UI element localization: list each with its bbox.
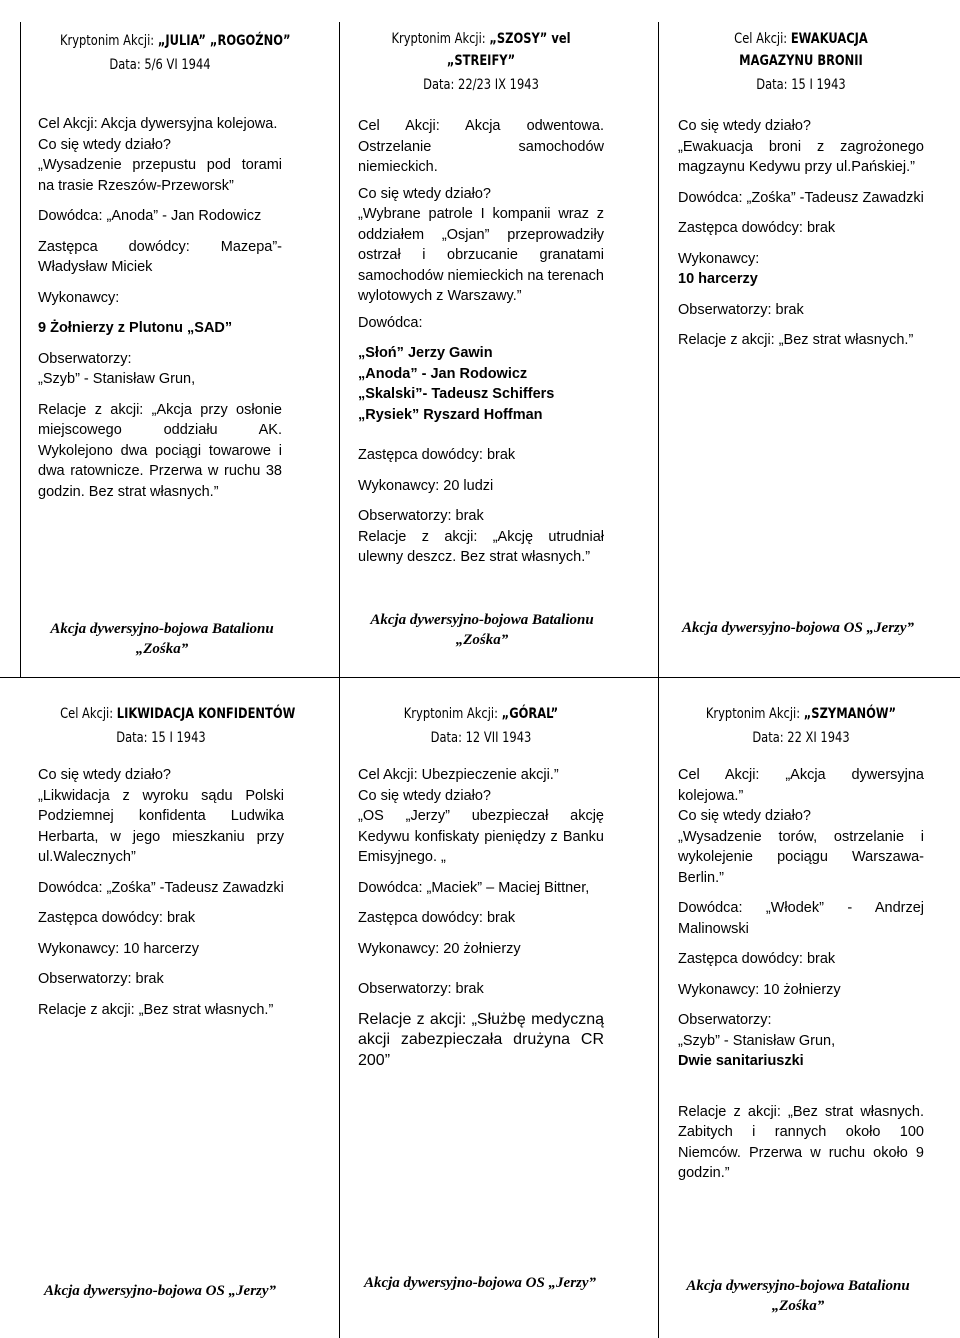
card-line: Cel Akcji: „Akcja dywersyjna kolejowa.”: [678, 767, 924, 804]
card-line: Wykonawcy:: [38, 289, 120, 306]
card-line: Relacje z akcji: „Służbę medyczną akcji zabezpieczała drużyna CR 200”: [358, 1010, 604, 1069]
card-line: Wykonawcy: 10 żołnierzy: [678, 981, 841, 998]
card-footer: Akcja dywersyjno-bojowa Batalionu „Zośka”: [50, 621, 274, 657]
card-line: 9 Żołnierzy z Plutonu „SAD”: [38, 320, 233, 336]
card-line: Zastępca dowódcy: brak: [358, 447, 516, 463]
card-header-label: Kryptonim Akcji:: [59, 33, 155, 49]
card-header-label: Cel Akcji:: [734, 31, 788, 47]
card-line: „Wysadzenie torów, ostrzelanie i wykolejenie pociągu Warszawa-Berlin.”: [678, 828, 924, 886]
action-card-goral: [358, 703, 604, 1071]
card-date: Data: 15 I 1943: [116, 730, 206, 746]
card-line: Wykonawcy: 20 żołnierzy: [358, 940, 521, 957]
card-line: Zastępca dowódcy: brak: [358, 910, 516, 926]
card-line: „Wybrane patrole I kompanii wraz z oddziałem „Osjan” przeprowadziły ostrzał i obrzucanie granatami samochodów niemieckich na terenach wylotowych z Warszawy.”: [358, 206, 604, 304]
card-line: Co się wtedy działo?: [38, 136, 171, 153]
card-header-value: „SZOSY” vel „STREIFY”: [446, 31, 571, 69]
card-body: [358, 116, 604, 568]
action-card-likwidacja: [38, 703, 296, 1020]
card-line: Dowódca: „Zośka” -Tadeusz Zawadzki: [38, 879, 284, 896]
card-footer: Akcja dywersyjno-bojowa OS „Jerzy”: [681, 620, 915, 636]
card-body: [678, 116, 924, 351]
card-line: Dowódca:: [358, 314, 423, 331]
card-line: Co się wtedy działo?: [358, 185, 491, 202]
card-line: Relacje z akcji: „Akcja przy osłonie miejscowego oddziału AK. Wykolejono dwa pociągi towarowe i dwa ratownicze. Przerwa w ruchu 38 godzin. Bez strat własnych.”: [38, 401, 282, 500]
card-line: Co się wtedy działo?: [358, 787, 491, 804]
card-line: „Anoda” - Jan Rodowicz: [358, 365, 528, 382]
card-line: Wykonawcy: 20 ludzi: [358, 477, 494, 494]
card-footer: Akcja dywersyjno-bojowa OS „Jerzy”: [43, 1283, 277, 1299]
card-line: Zastępca dowódcy: brak: [38, 910, 196, 926]
card-line: „Rysiek” Ryszard Hoffman: [358, 406, 543, 423]
card-line: Cel Akcji: Akcja odwentowa. Ostrzelanie samochodów niemieckich.: [358, 118, 604, 175]
card-header-label: Kryptonim Akcji:: [391, 31, 486, 47]
card-line: Obserwatorzy: brak: [358, 981, 484, 997]
card-line: „OS „Jerzy” ubezpieczał akcję Kedywu konfiskaty pieniędzy z Banku Emisyjnego. „: [358, 808, 604, 865]
card-line: Obserwatorzy: brak: [678, 301, 804, 318]
card-header-value: EWAKUACJA MAGAZYNU BRONII: [739, 31, 868, 69]
card-line: Wykonawcy:: [678, 250, 760, 267]
card-header-value: „GÓRAL”: [501, 706, 559, 722]
card-line: Dowódca: „Włodek” - Andrzej Malinowski: [678, 900, 924, 937]
card-body: [358, 765, 604, 1071]
action-card-szymanow: [678, 703, 924, 1184]
card-footer: Akcja dywersyjno-bojowa OS „Jerzy”: [363, 1275, 597, 1291]
action-card-szosy: [358, 28, 604, 568]
card-line: Zastępca dowódcy: brak: [678, 220, 836, 236]
card-line: Cel Akcji: Ubezpieczenie akcji.”: [358, 767, 559, 783]
card-line: Dwie sanitariuszki: [678, 1053, 804, 1069]
card-line: „Likwidacja z wyroku sądu Polski Podziemnej konfidenta Ludwika Herbarta, w jego mieszkaniu przy ul.Walecznych”: [38, 787, 284, 865]
card-header-label: Kryptonim Akcji:: [403, 706, 499, 722]
action-card-julia: [38, 30, 291, 502]
card-line: Wykonawcy: 10 harcerzy: [38, 940, 200, 957]
card-line: Obserwatorzy:: [38, 350, 132, 367]
card-line: „Szyb” - Stanisław Grun,: [678, 1032, 836, 1049]
card-line: Relacje z akcji: „Akcję utrudniał ulewny deszcz. Bez strat własnych.”: [358, 528, 604, 565]
card-date: Data: 15 I 1943: [756, 77, 846, 93]
grid-line-col1: [339, 22, 340, 1338]
card-line: Relacje z akcji: „Bez strat własnych. Zabitych i rannych około 100 Niemców. Przerwa w ruchu około 9 godzin.”: [678, 1103, 924, 1181]
card-date: Data: 22 XI 1943: [752, 730, 850, 746]
card-line: Obserwatorzy: brak: [358, 508, 484, 524]
card-header-label: Cel Akcji:: [60, 706, 114, 722]
grid-line-col2: [658, 22, 659, 1338]
card-line: „Wysadzenie przepustu pod torami na trasie Rzeszów-Przeworsk”: [38, 157, 282, 194]
card-line: „Ewakuacja broni z zagrożonego magzaynu Kedywu przy ul.Pańskiej.”: [678, 138, 924, 175]
card-body: [678, 765, 924, 1184]
card-line: 10 harcerzy: [678, 271, 758, 287]
card-header: [700, 28, 902, 72]
card-line: Dowódca: „Zośka” -Tadeusz Zawadzki: [678, 189, 924, 206]
grid-line-left: [20, 22, 21, 677]
card-header-value: „SZYMANÓW”: [803, 706, 897, 722]
card-footer: Akcja dywersyjno-bojowa Batalionu „Zośka”: [686, 1278, 910, 1314]
card-line: Relacje z akcji: „Bez strat własnych.”: [678, 332, 914, 348]
card-line: Obserwatorzy: brak: [38, 971, 164, 987]
card-line: Zastępca dowódcy: brak: [678, 951, 836, 967]
card-header: [700, 703, 902, 725]
card-header: [59, 30, 291, 52]
card-date: Data: 12 VII 1943: [430, 730, 532, 746]
card-line: Obserwatorzy:: [678, 1012, 772, 1028]
card-line: Co się wtedy działo?: [678, 118, 811, 134]
card-line: Cel Akcji: Akcja dywersyjna kolejowa.: [38, 116, 278, 132]
grid-line-middle: [0, 677, 960, 678]
card-line: Co się wtedy działo?: [38, 767, 171, 783]
card-line: Dowódca: „Maciek” – Maciej Bittner,: [358, 879, 590, 896]
card-body: [38, 114, 282, 502]
card-header-value: LIKWIDACJA KONFIDENTÓW: [116, 706, 296, 722]
card-date: Data: 5/6 VI 1944: [109, 57, 211, 73]
action-card-ewakuacja: [678, 28, 924, 351]
card-header: [60, 703, 296, 725]
card-body: [38, 765, 284, 1020]
card-line: „Skalski”- Tadeusz Schiffers: [358, 386, 555, 402]
card-line: „Szyb” - Stanisław Grun,: [38, 371, 196, 387]
card-line: Zastępca dowódcy: Mazepa”- Władysław Miciek: [38, 238, 282, 275]
card-header-label: Kryptonim Akcji:: [705, 706, 801, 722]
card-line: „Słoń” Jerzy Gawin: [358, 345, 493, 361]
card-footer: Akcja dywersyjno-bojowa Batalionu „Zośka”: [370, 612, 594, 648]
card-line: Relacje z akcji: „Bez strat własnych.”: [38, 1001, 274, 1018]
card-header-value: „JULIA” „ROGOŹNO”: [157, 33, 291, 49]
card-line: Co się wtedy działo?: [678, 808, 811, 824]
card-header: [380, 703, 582, 725]
card-date: Data: 22/23 IX 1943: [423, 77, 539, 93]
card-line: Dowódca: „Anoda” - Jan Rodowicz: [38, 208, 262, 224]
card-header: [380, 28, 582, 72]
